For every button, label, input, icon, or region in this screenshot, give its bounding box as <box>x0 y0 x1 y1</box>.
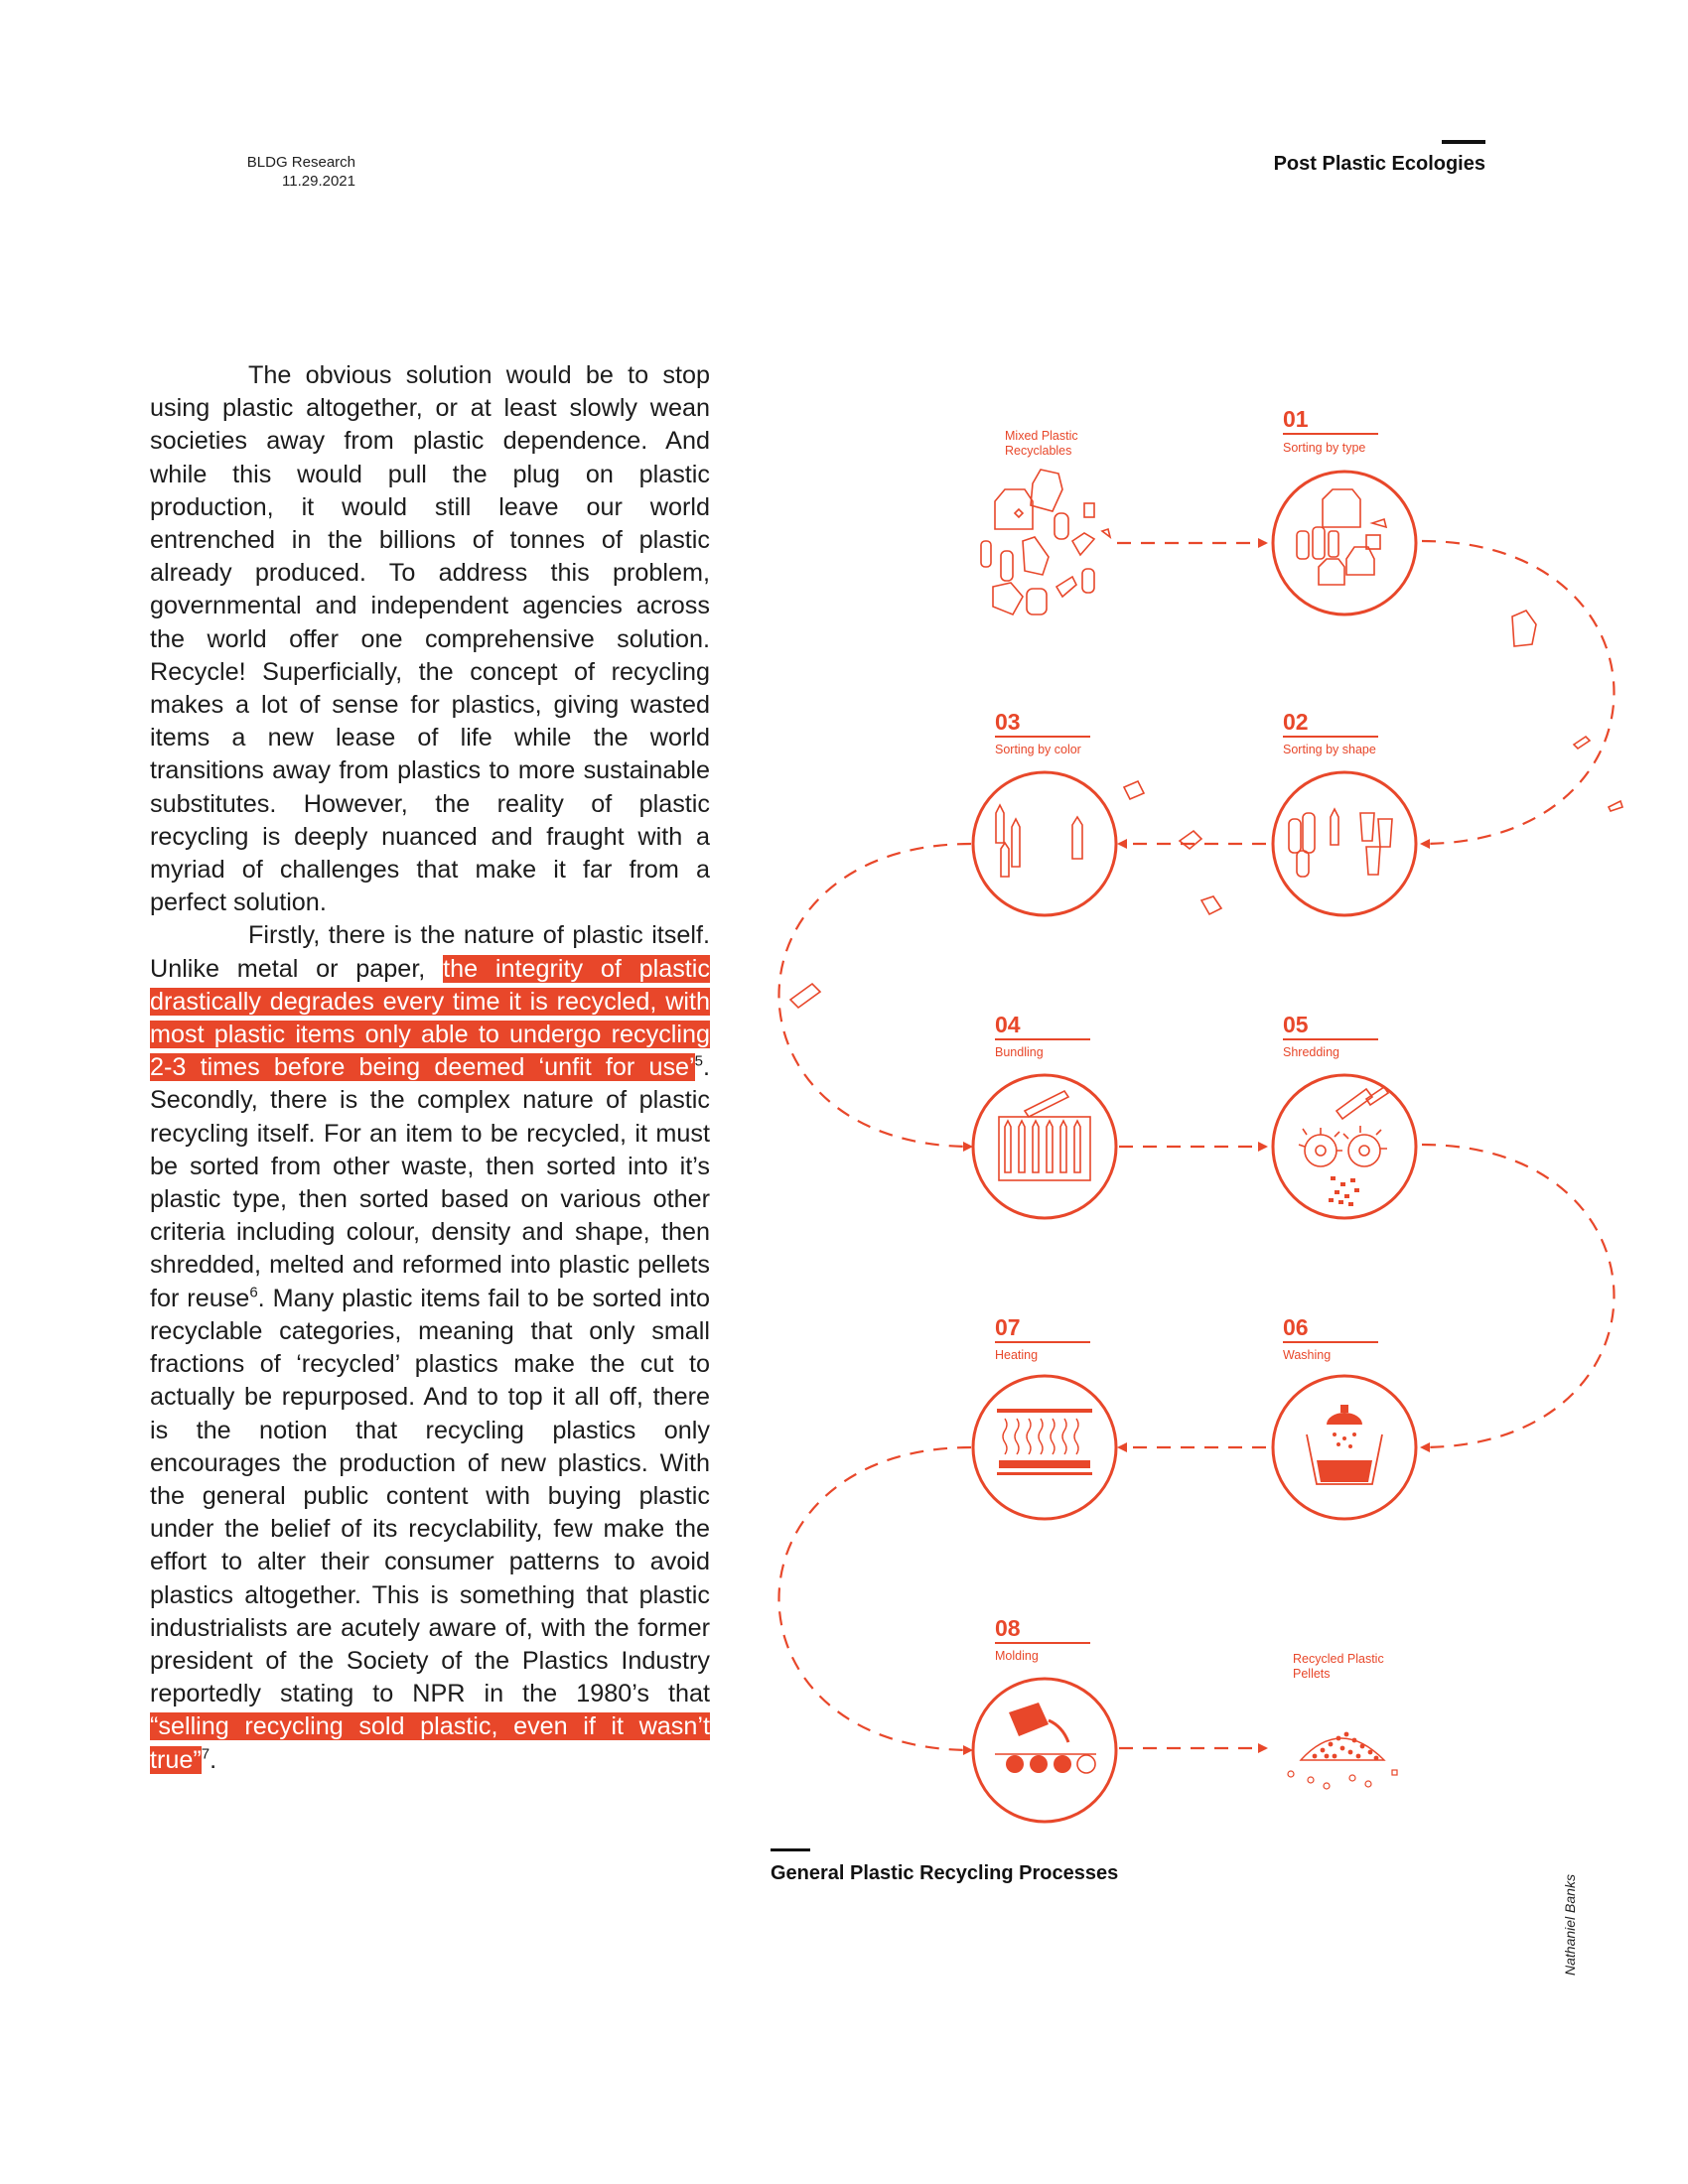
step-03-label: Sorting by color <box>995 743 1081 756</box>
step-07-circle <box>973 1376 1116 1519</box>
step-03-circle <box>973 772 1116 915</box>
paragraph-1: The obvious solution would be to stop using plastic altogether, or at least slowly wean societies away from plastic dependence. And while this would pull the plug on plastic production, it would still leave our world entrenched in the billions of tonnes of plastic already produced. To address this problem, governmental and independent agencies across the world offer one comprehensive solution. Recycle! Superficially, the concept of recycling makes a lot of sense for plastics, giving wasted items a new lease of life while the world transitions away from plastics to more sustainable substitutes. However, the reality of plastic recycling is deeply nuanced and fraught with a myriad of challenges that make it far from a perfect solution. <box>150 361 710 917</box>
flow-curve-05-06 <box>1422 1145 1615 1447</box>
page-title: Post Plastic Ecologies <box>1273 153 1485 175</box>
footnote-ref: 6 <box>249 1284 258 1301</box>
step-07-label: Heating <box>995 1348 1039 1362</box>
org-name: BLDG Research <box>246 154 355 171</box>
flow-curve-07-08 <box>779 1447 972 1750</box>
flow-curve-03-04 <box>779 844 972 1147</box>
figure-caption: General Plastic Recycling Processes <box>771 1862 1119 1884</box>
loose-pieces-icon <box>790 611 1622 1008</box>
recycling-process-diagram <box>735 392 1658 1861</box>
author-credit: Nathaniel Banks <box>1562 1874 1578 1976</box>
step-08-circle <box>973 1679 1116 1822</box>
step-02-circle <box>1273 772 1416 915</box>
text-run: . Many plastic items fail to be sorted into recyclable categories, meaning that only small fractions of ‘recycled’ plastics make the cut to actually be repurposed. And to top it all off, there is the notion that recycling plastics only encourages the production of new plastics. With the general public content with buying plastic under the belief of its recyclability, few make the effort to alter their consumer patterns to avoid plastics altogether. This is something that plastic industrialists are acutely aware of, with the former president of the Society of the Plastics Industry reportedly stating to NPR in the 1980’s that <box>150 1284 710 1708</box>
flow-curve-01-02 <box>1422 541 1615 844</box>
step-02-number: 02 <box>1283 709 1309 735</box>
text-run: . Secondly, there is the complex nature of plastic recycling itself. For an item to be recycled, it must be sorted from other waste, then sorted into it’s plastic type, then sorted based on various other criteria including colour, density and shape, then shredded, melted and reformed into plastic pellets for reuse <box>150 1053 710 1312</box>
step-04-number: 04 <box>995 1012 1021 1037</box>
end-label-line1: Recycled Plastic <box>1293 1652 1384 1666</box>
step-05-number: 05 <box>1283 1012 1309 1037</box>
article-body <box>150 359 710 1777</box>
step-06-label: Washing <box>1283 1348 1332 1362</box>
step-04-label: Bundling <box>995 1045 1044 1059</box>
step-02-label: Sorting by shape <box>1283 743 1376 756</box>
step-01-circle <box>1273 472 1416 614</box>
step-01-label: Sorting by type <box>1283 441 1366 455</box>
header-meta <box>238 153 355 191</box>
step-06-circle <box>1273 1376 1416 1519</box>
step-04-circle <box>973 1075 1116 1218</box>
step-06-number: 06 <box>1283 1314 1309 1340</box>
mixed-plastics-icon <box>981 470 1110 614</box>
text-run: Firstly, there is the nature of plastic itself. Unlike metal or paper, <box>150 921 710 983</box>
text-run: . <box>210 1745 217 1774</box>
step-08-label: Molding <box>995 1649 1039 1663</box>
highlight-quote: “selling recycling sold plastic, even if it wasn’t true” <box>150 1712 710 1774</box>
step-05-label: Shredding <box>1283 1045 1339 1059</box>
date: 11.29.2021 <box>282 173 355 190</box>
end-label-line2: Pellets <box>1293 1667 1331 1681</box>
step-08-number: 08 <box>995 1615 1021 1641</box>
flow-path <box>779 541 1615 1750</box>
highlight-quote: the integrity of plastic drastically degrades every time it is recycled, with most plastic items only able to undergo recycling 2-3 times before being deemed ‘unfit for use’ <box>150 954 710 1082</box>
footnote-ref: 7 <box>201 1745 211 1763</box>
footnote-ref: 5 <box>694 1052 703 1070</box>
diagram-svg <box>735 392 1658 1861</box>
step-01-number: 01 <box>1283 406 1309 432</box>
caption-rule <box>771 1848 810 1851</box>
start-label-line1: Mixed Plastic <box>1005 429 1078 443</box>
start-label-line2: Recyclables <box>1005 444 1072 458</box>
paragraph-2 <box>150 919 710 1776</box>
header-rule <box>1442 140 1485 144</box>
step-03-number: 03 <box>995 709 1021 735</box>
pellets-pile-icon <box>1288 1732 1397 1789</box>
step-07-number: 07 <box>995 1314 1021 1340</box>
